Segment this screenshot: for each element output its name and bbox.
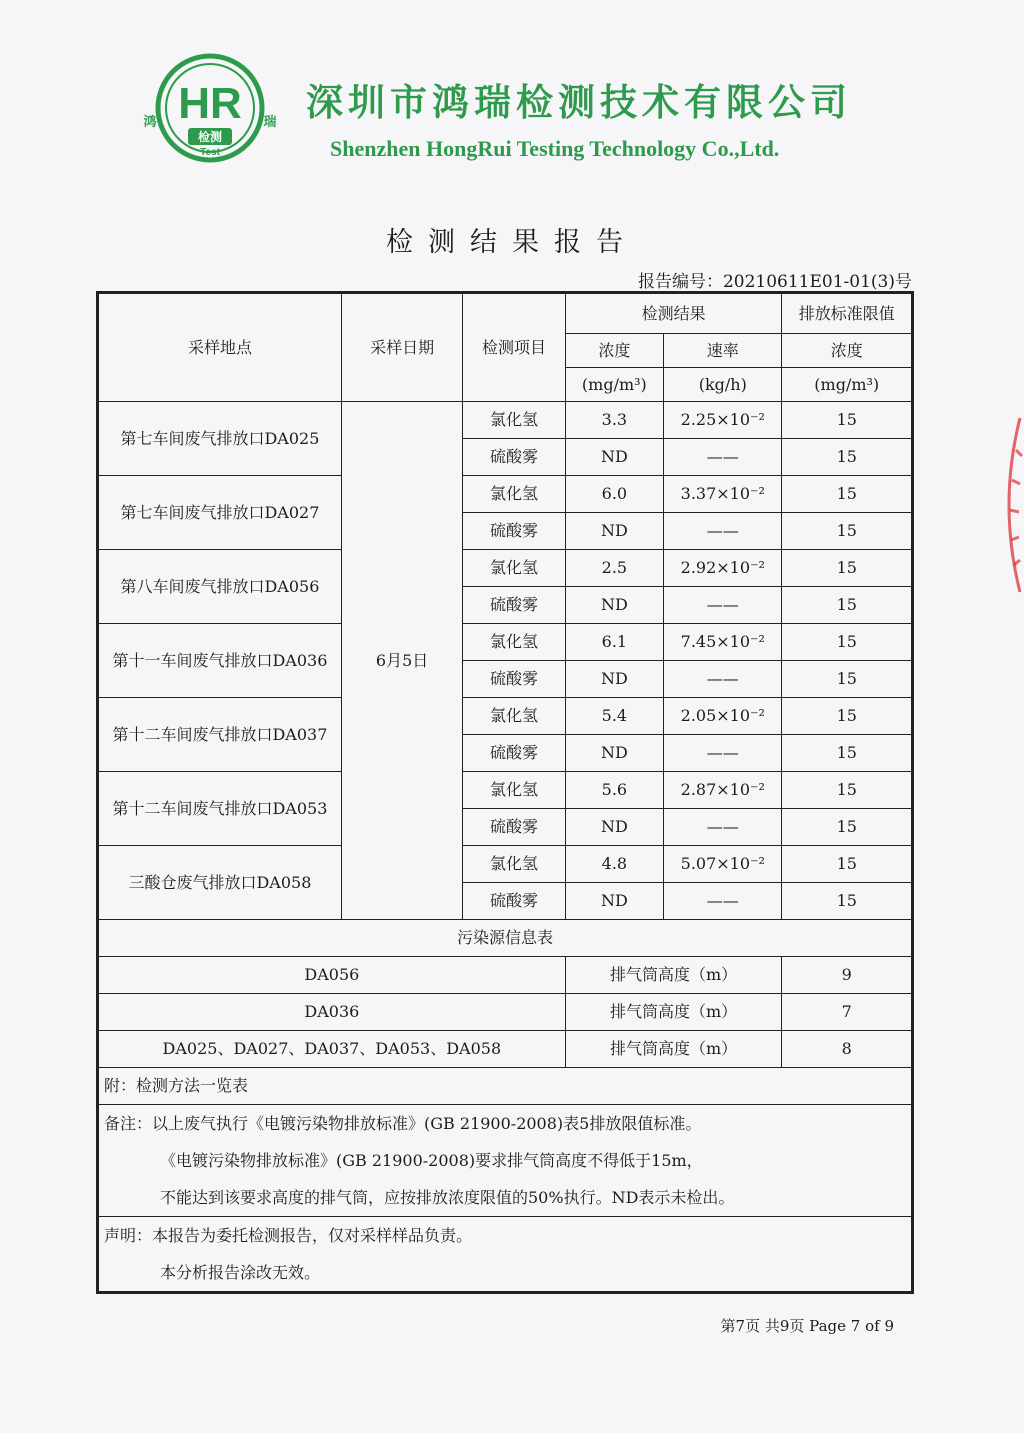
b-limit-cell: 15 [782,809,913,846]
b-limit-cell: 15 [782,883,913,920]
b-limit-cell: 15 [782,587,913,624]
a-item-cell: 氯化氢 [463,698,565,735]
table-row [98,772,913,809]
b-limit-cell: 15 [782,661,913,698]
unit-rate: (kg/h) [664,368,782,402]
remark-line-1 [104,1105,911,1142]
a-item-cell: 氯化氢 [463,846,565,883]
b-conc-cell: ND [565,809,663,846]
b-rate-cell: —— [664,439,782,476]
table-row [98,550,913,587]
a-limit-cell: 15 [782,772,913,809]
source-value: 8 [782,1031,913,1068]
a-rate-cell: 2.05×10⁻² [664,698,782,735]
b-rate-cell: —— [664,883,782,920]
a-conc-cell: 3.3 [565,402,663,439]
a-rate-cell: 2.25×10⁻² [664,402,782,439]
a-limit-cell: 15 [782,402,913,439]
statement-label: 声明： [104,1226,153,1245]
header-limit: 排放标准限值 [782,293,913,334]
logo-letters: HR [178,79,242,128]
a-conc-cell: 5.4 [565,698,663,735]
a-limit-cell: 15 [782,846,913,883]
unit-limit-conc: (mg/m³) [782,368,913,402]
header-rate: 速率 [664,334,782,368]
source-row [98,994,913,1031]
header-result: 检测结果 [565,293,782,334]
report-number-value: 20210611E01-01(3)号 [722,272,912,292]
a-rate-cell: 7.45×10⁻² [664,624,782,661]
date-cell: 6月5日 [341,402,462,920]
source-value: 9 [782,957,913,994]
header-date: 采样日期 [341,293,462,402]
header-limit-conc: 浓度 [782,334,913,368]
page-footer: 第7页 共9页 Page 7 of 9 [720,1317,894,1335]
source-outlet: DA025、DA027、DA037、DA053、DA058 [98,1031,566,1068]
company-name-en: Shenzhen HongRui Testing Technology Co.,Ltd. [330,136,780,161]
statement-line-2: 本分析报告涂改无效。 [160,1263,321,1282]
b-limit-cell: 15 [782,735,913,772]
table-row [98,846,913,883]
a-limit-cell: 15 [782,476,913,513]
b-conc-cell: ND [565,587,663,624]
red-seal-stamp [990,410,1024,600]
header-item: 检测项目 [463,293,565,402]
a-item-cell: 氯化氢 [463,624,565,661]
remark-text-1: 以上废气执行《电镀污染物排放标准》(GB 21900-2008)表5排放限值标准。 [152,1114,702,1133]
a-rate-cell: 3.37×10⁻² [664,476,782,513]
b-item-cell: 硫酸雾 [463,661,565,698]
appendix-note: 附：检测方法一览表 [98,1068,913,1105]
table-row [98,624,913,661]
site-cell: 第七车间废气排放口DA025 [98,402,342,476]
header-conc: 浓度 [565,334,663,368]
b-conc-cell: ND [565,439,663,476]
source-outlet: DA056 [98,957,566,994]
logo-right-char: 瑞 [263,115,277,130]
b-item-cell: 硫酸雾 [463,883,565,920]
unit-conc: (mg/m³) [565,368,663,402]
b-rate-cell: —— [664,809,782,846]
statement [98,1217,913,1293]
source-label: 排气筒高度（m） [565,1031,782,1068]
remark-line-3: 不能达到该要求高度的排气筒，应按排放浓度限值的50%执行。ND表示未检出。 [160,1188,735,1207]
a-conc-cell: 6.0 [565,476,663,513]
report-number-label: 报告编号： [637,272,723,292]
a-limit-cell: 15 [782,698,913,735]
company-logo [140,52,280,167]
remark-label: 备注： [104,1114,153,1133]
table-row [98,698,913,735]
b-item-cell: 硫酸雾 [463,809,565,846]
source-label: 排气筒高度（m） [565,957,782,994]
a-item-cell: 氯化氢 [463,550,565,587]
report-number [638,267,912,292]
a-conc-cell: 6.1 [565,624,663,661]
site-cell: 第十二车间废气排放口DA053 [98,772,342,846]
header-site: 采样地点 [98,293,342,402]
a-limit-cell: 15 [782,624,913,661]
b-conc-cell: ND [565,883,663,920]
a-conc-cell: 4.8 [565,846,663,883]
site-cell: 第七车间废气排放口DA027 [98,476,342,550]
a-conc-cell: 5.6 [565,772,663,809]
b-item-cell: 硫酸雾 [463,439,565,476]
a-rate-cell: 5.07×10⁻² [664,846,782,883]
a-item-cell: 氯化氢 [463,476,565,513]
source-value: 7 [782,994,913,1031]
b-conc-cell: ND [565,735,663,772]
results-table [96,291,914,1294]
logo-sub: 检测 [197,130,223,144]
site-cell: 第十二车间废气排放口DA037 [98,698,342,772]
report-title: 检测结果报告 [386,227,638,258]
site-cell: 三酸仓废气排放口DA058 [98,846,342,920]
statement-line-1 [104,1217,911,1254]
source-title: 污染源信息表 [98,920,913,957]
a-item-cell: 氯化氢 [463,772,565,809]
b-rate-cell: —— [664,513,782,550]
remarks [98,1105,913,1217]
table-row [98,402,913,439]
site-cell: 第十一车间废气排放口DA036 [98,624,342,698]
logo-sub-en: Test [200,147,220,158]
site-cell: 第八车间废气排放口DA056 [98,550,342,624]
a-rate-cell: 2.87×10⁻² [664,772,782,809]
b-rate-cell: —— [664,661,782,698]
statement-text-1: 本报告为委托检测报告，仅对采样样品负责。 [152,1226,473,1245]
source-row [98,957,913,994]
source-outlet: DA036 [98,994,566,1031]
b-conc-cell: ND [565,513,663,550]
b-item-cell: 硫酸雾 [463,735,565,772]
table-row [98,476,913,513]
b-limit-cell: 15 [782,439,913,476]
a-rate-cell: 2.92×10⁻² [664,550,782,587]
b-item-cell: 硫酸雾 [463,513,565,550]
b-conc-cell: ND [565,661,663,698]
b-limit-cell: 15 [782,513,913,550]
b-item-cell: 硫酸雾 [463,587,565,624]
a-item-cell: 氯化氢 [463,402,565,439]
company-name-cn: 深圳市鸿瑞检测技术有限公司 [306,80,852,124]
b-rate-cell: —— [664,587,782,624]
b-rate-cell: —— [664,735,782,772]
a-limit-cell: 15 [782,550,913,587]
source-row [98,1031,913,1068]
source-label: 排气筒高度（m） [565,994,782,1031]
a-conc-cell: 2.5 [565,550,663,587]
logo-left-char: 鸿 [143,115,157,130]
remark-line-2: 《电镀污染物排放标准》(GB 21900-2008)要求排气筒高度不得低于15m， [160,1151,703,1170]
